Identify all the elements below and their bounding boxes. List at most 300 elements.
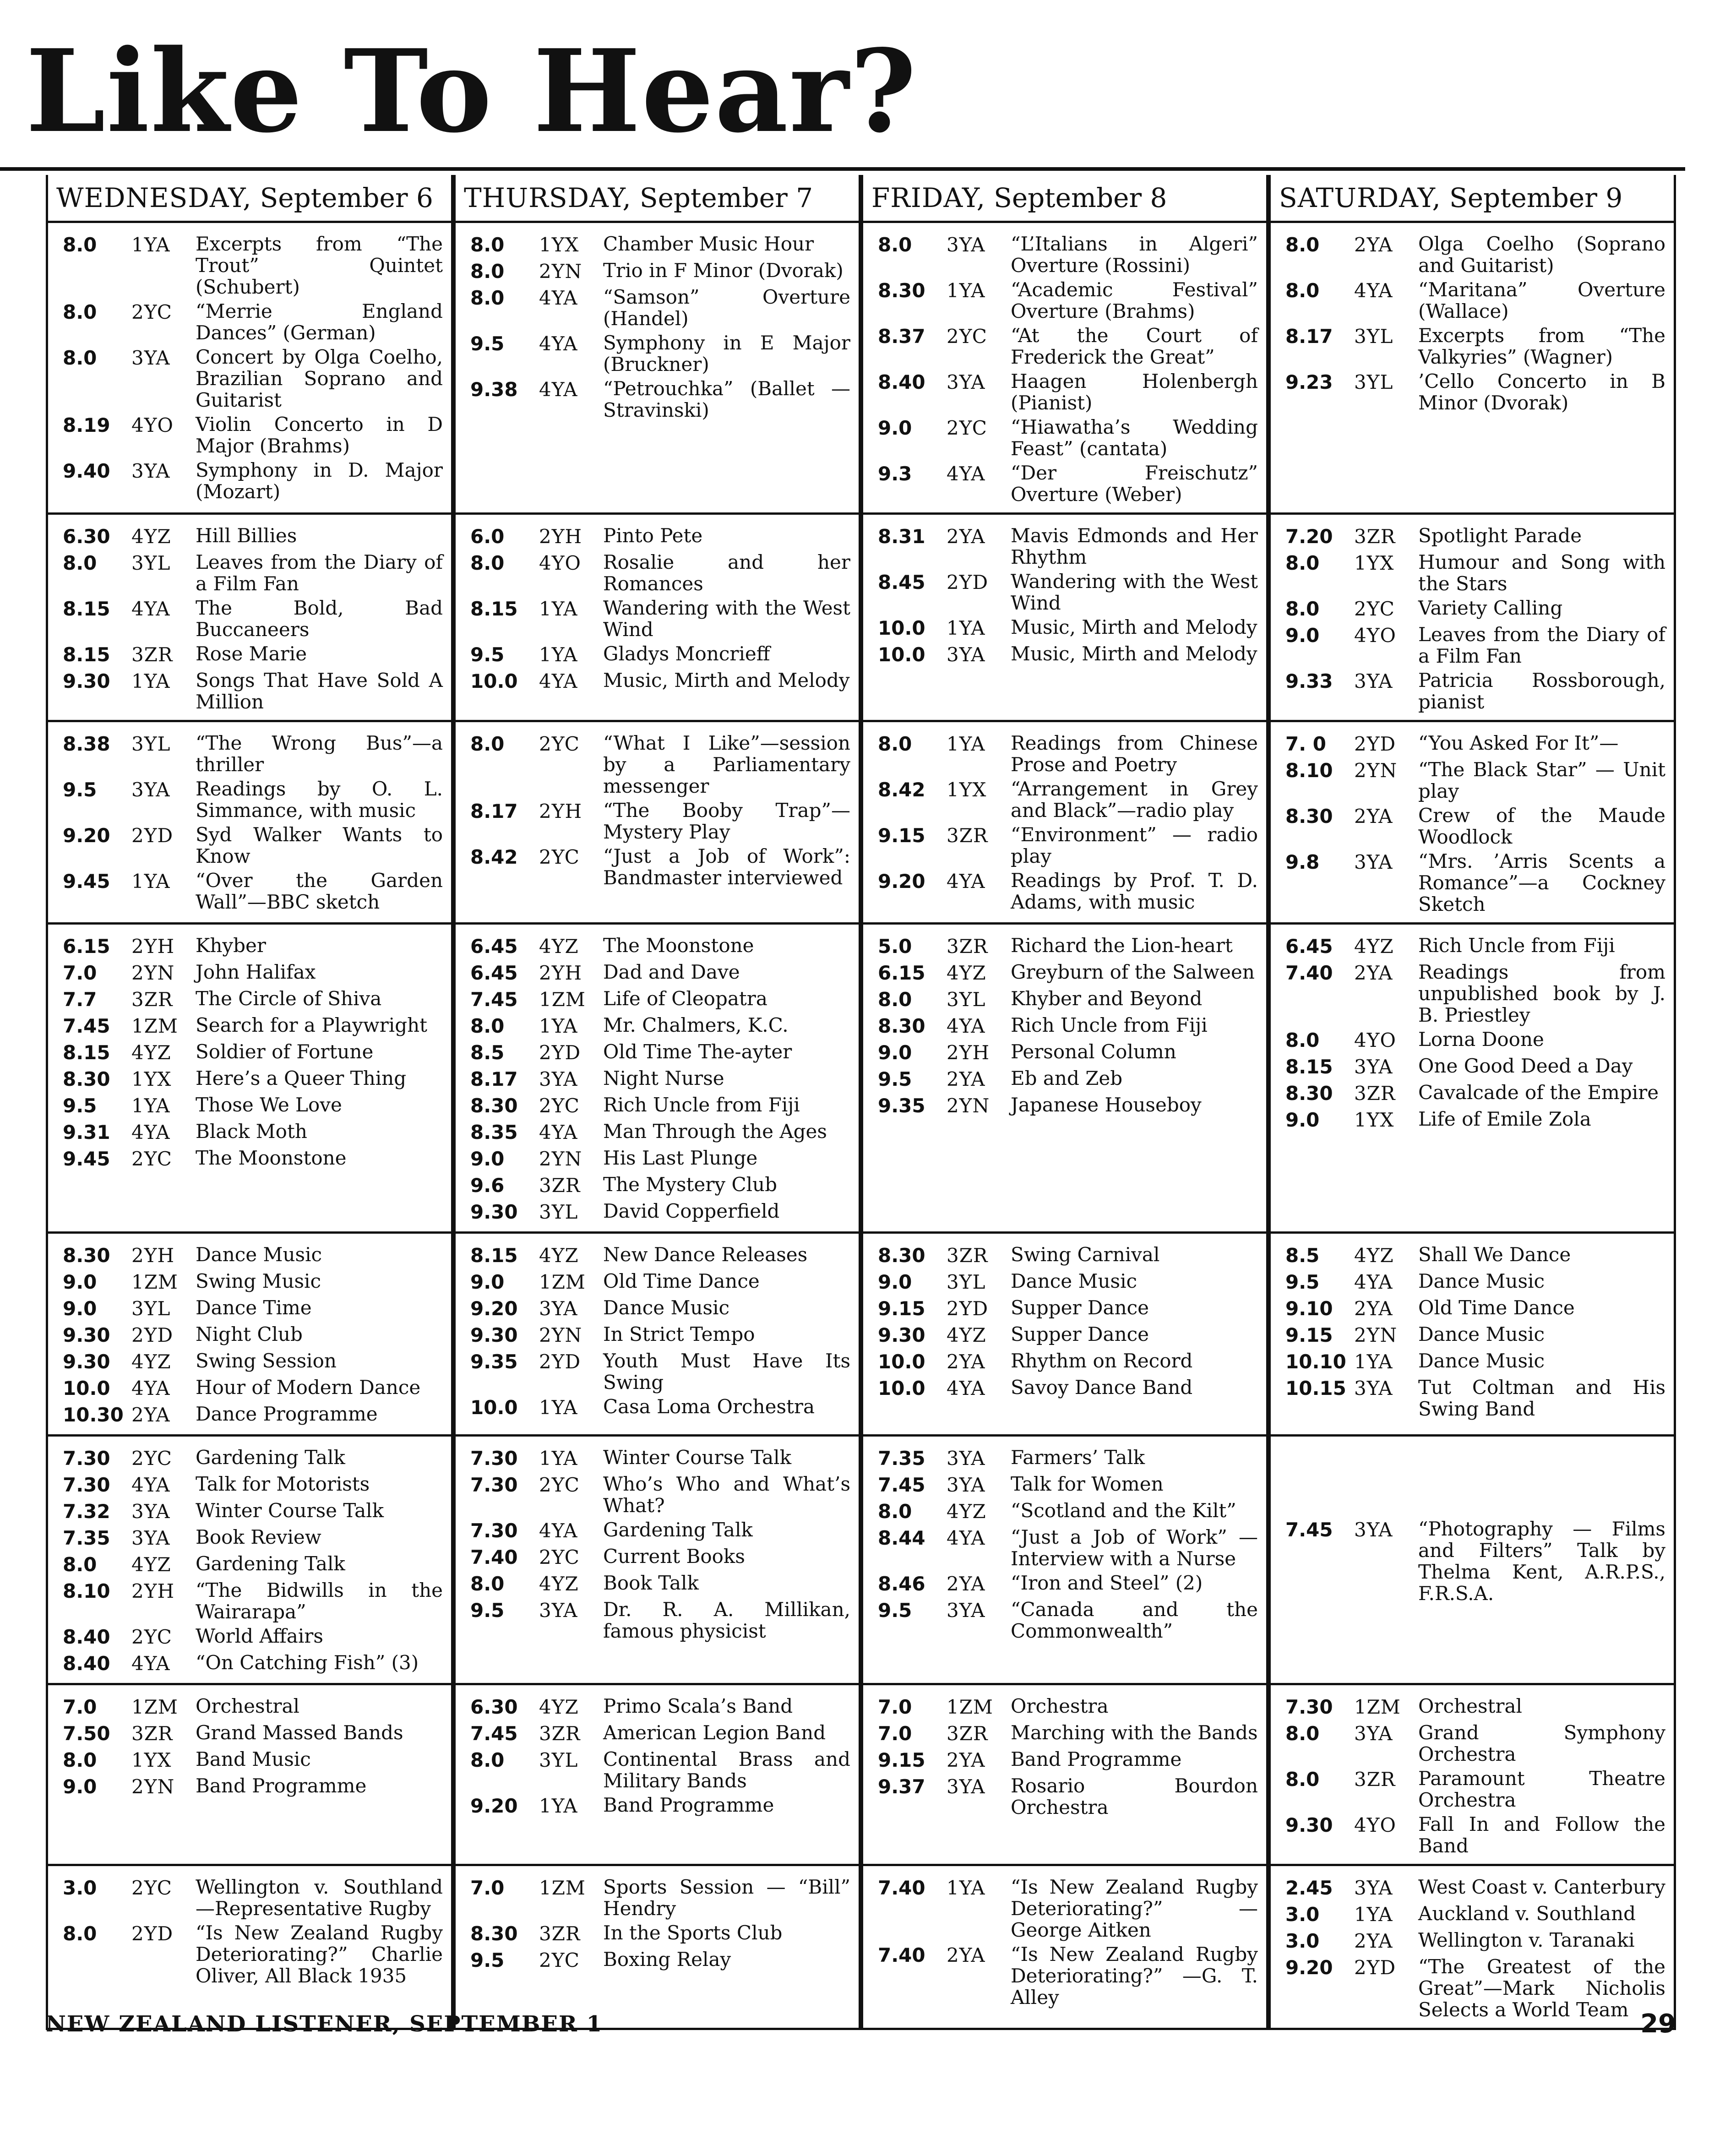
program-title: Primo Scala’s Band	[603, 1695, 793, 1717]
program-entry	[878, 325, 1258, 368]
program-time: 7.20	[1285, 525, 1333, 548]
program-entry	[1285, 1377, 1665, 1420]
schedule-grid	[46, 175, 1676, 2021]
program-time: 8.30	[63, 1068, 110, 1090]
program-time: 9.30	[63, 1350, 110, 1373]
program-title: Pinto Pete	[603, 524, 703, 547]
program-station: 4YZ	[131, 1350, 171, 1373]
program-station: 3YA	[1354, 1377, 1393, 1399]
program-entry	[470, 332, 850, 375]
program-title: Leaves from the Diary of a Film Fan	[1418, 623, 1665, 667]
program-station: 3YA	[947, 1599, 985, 1622]
schedule-cell	[1268, 1685, 1676, 1866]
program-time: 7.45	[878, 1474, 925, 1496]
program-entry	[1285, 1813, 1665, 1856]
program-entry	[63, 732, 443, 775]
program-station: 1YX	[1354, 1109, 1394, 1131]
program-title: Rich Uncle from Fiji	[1418, 934, 1615, 957]
program-station: 2YA	[947, 1944, 985, 1966]
program-title: Old Time The-ayter	[603, 1040, 792, 1063]
program-title: Book Review	[196, 1526, 321, 1548]
program-station: 4YZ	[131, 525, 171, 548]
program-title: Personal Column	[1011, 1040, 1176, 1063]
program-entry	[1285, 1323, 1665, 1347]
page-headline: Like To Hear?	[26, 25, 918, 158]
program-station: 4YA	[947, 870, 985, 893]
program-title: “Is New Zealand Rugby Deteriorating?” —George Aitken	[1011, 1876, 1258, 1941]
program-station: 4YA	[539, 670, 578, 692]
program-entry	[470, 1297, 850, 1321]
program-title: Violin Concerto in D Major (Brahms)	[196, 413, 443, 457]
program-station: 4YZ	[131, 1041, 171, 1064]
program-title: Olga Coelho (Soprano and Guitarist)	[1418, 233, 1665, 277]
schedule-cell	[1268, 925, 1676, 1234]
program-title: Gladys Moncrieff	[603, 642, 770, 665]
program-title: Farmers’ Talk	[1011, 1446, 1145, 1469]
program-entry	[63, 1876, 443, 1919]
program-time: 7.0	[878, 1696, 912, 1718]
program-title: Richard the Lion-heart	[1011, 934, 1233, 957]
program-entry	[878, 988, 1258, 1012]
program-time: 8.35	[470, 1121, 518, 1143]
program-time: 6.45	[470, 935, 518, 958]
program-entry	[63, 233, 443, 298]
program-time: 9.5	[1285, 1271, 1320, 1293]
program-time: 9.35	[470, 1350, 518, 1373]
program-title: Variety Calling	[1418, 597, 1563, 619]
program-title: Wellington v. Southland —Representative Rugby	[196, 1876, 443, 1920]
program-time: 10.0	[470, 1396, 518, 1419]
program-entry	[63, 870, 443, 913]
program-entry	[878, 1377, 1258, 1400]
program-station: 3YA	[539, 1068, 578, 1090]
program-title: “Merrie England Dances” (German)	[196, 300, 443, 344]
program-time: 8.10	[1285, 759, 1333, 782]
program-title: “On Catching Fish” (3)	[196, 1651, 419, 1674]
schedule-cell	[861, 1234, 1268, 1437]
program-time: 6.45	[470, 962, 518, 984]
program-station: 4YZ	[1354, 935, 1394, 958]
program-time: 9.0	[470, 1271, 505, 1293]
program-title: Leaves from the Diary of a Film Fan	[196, 551, 443, 595]
program-station: 4YA	[1354, 279, 1393, 302]
program-entry	[1285, 1244, 1665, 1268]
program-time: 9.37	[878, 1775, 925, 1798]
program-entry	[878, 1775, 1258, 1818]
schedule-cell	[453, 223, 861, 515]
program-time: 7.35	[63, 1527, 110, 1549]
program-time: 8.30	[1285, 805, 1333, 827]
program-entry	[63, 414, 443, 457]
program-time: 8.0	[63, 1553, 97, 1576]
program-title: Boxing Relay	[603, 1948, 731, 1971]
program-time: 8.0	[1285, 1029, 1320, 1051]
program-station: 3YA	[947, 643, 985, 666]
program-station: 1YA	[131, 670, 170, 692]
program-station: 4YO	[131, 414, 174, 436]
program-time: 2.45	[1285, 1877, 1333, 1899]
program-entry	[878, 1748, 1258, 1772]
program-time: 8.0	[63, 234, 97, 256]
program-title: “Maritana” Overture (Wallace)	[1418, 278, 1665, 322]
program-station: 4YZ	[539, 935, 579, 958]
program-entry	[878, 462, 1258, 505]
program-station: 3YL	[1354, 371, 1393, 393]
program-title: Rosalie and her Romances	[603, 551, 850, 595]
program-station: 2YD	[131, 1922, 174, 1945]
program-time: 8.15	[470, 598, 518, 620]
schedule-cell	[46, 1685, 453, 1866]
program-time: 9.0	[470, 1148, 505, 1170]
program-entry	[878, 824, 1258, 867]
program-time: 8.30	[1285, 1082, 1333, 1105]
program-entry	[63, 1350, 443, 1374]
program-station: 2YA	[1354, 962, 1393, 984]
program-station: 4YA	[1354, 1271, 1393, 1293]
program-station: 3YA	[131, 1527, 170, 1549]
day-name: FRIDAY,	[871, 182, 986, 213]
program-title: Orchestral	[196, 1695, 299, 1717]
program-time: 9.30	[63, 1324, 110, 1346]
program-entry	[63, 300, 443, 343]
program-entry	[878, 571, 1258, 614]
program-time: 9.23	[1285, 371, 1333, 393]
schedule-cell	[46, 925, 453, 1234]
program-title: Wandering with the West Wind	[603, 597, 850, 641]
program-entry	[1285, 525, 1665, 549]
program-title: Readings from unpublished book by J. B. Priestley	[1418, 961, 1665, 1026]
program-time: 9.5	[878, 1599, 912, 1622]
day-name: THURSDAY,	[464, 182, 631, 213]
program-entry	[63, 1297, 443, 1321]
program-station: 4YA	[539, 287, 578, 309]
program-title: “Arrangement in Grey and Black”—radio play	[1011, 778, 1258, 822]
program-time: 8.30	[470, 1094, 518, 1117]
program-entry	[878, 1572, 1258, 1596]
schedule-cell	[453, 1685, 861, 1866]
program-station: 4YZ	[947, 1500, 986, 1523]
program-title: Band Music	[196, 1748, 311, 1770]
program-station: 1ZM	[1354, 1696, 1401, 1718]
program-station: 2YC	[539, 1949, 580, 1971]
program-title: “Hiawatha’s Wedding Feast” (cantata)	[1011, 416, 1258, 460]
program-title: Dance Music	[1418, 1350, 1545, 1372]
program-entry	[63, 346, 443, 411]
program-station: 3YA	[131, 778, 170, 801]
program-entry	[470, 1447, 850, 1470]
program-time: 8.40	[63, 1652, 110, 1675]
program-station: 2YA	[1354, 805, 1393, 827]
program-entry	[878, 643, 1258, 667]
program-station: 1ZM	[131, 1271, 178, 1293]
program-entry	[470, 845, 850, 888]
program-station: 4YA	[539, 378, 578, 401]
program-entry	[470, 286, 850, 329]
program-title: Marching with the Bands	[1011, 1721, 1258, 1744]
program-time: 5.0	[878, 935, 912, 958]
program-station: 2YC	[947, 325, 987, 348]
schedule-cell	[46, 515, 453, 722]
schedule-cell	[861, 1437, 1268, 1685]
program-entry	[63, 1500, 443, 1524]
program-entry	[878, 1094, 1258, 1118]
program-title: Khyber	[196, 934, 266, 957]
program-title: Haagen Holenbergh (Pianist)	[1011, 370, 1258, 414]
program-time: 10.10	[1285, 1350, 1346, 1373]
program-title: Sports Session — “Bill” Hendry	[603, 1876, 850, 1920]
program-entry	[1285, 1518, 1665, 1604]
program-entry	[470, 1200, 850, 1224]
program-time: 6.45	[1285, 935, 1333, 958]
program-entry	[470, 1695, 850, 1719]
program-title: Symphony in E Major (Bruckner)	[603, 332, 850, 376]
program-station: 4YA	[947, 1527, 985, 1549]
program-title: Swing Session	[196, 1350, 337, 1372]
program-station: 2YC	[947, 417, 987, 439]
program-station: 4YO	[1354, 1029, 1396, 1051]
program-time: 9.35	[878, 1094, 925, 1117]
program-entry	[878, 870, 1258, 913]
program-entry	[63, 988, 443, 1012]
schedule-cell	[453, 1437, 861, 1685]
program-station: 1YA	[947, 617, 985, 639]
program-entry	[878, 1350, 1258, 1374]
program-title: In the Sports Club	[603, 1922, 783, 1944]
program-station: 3YA	[947, 1775, 985, 1798]
program-station: 2YC	[131, 1148, 172, 1170]
program-title: Band Programme	[196, 1775, 367, 1797]
program-entry	[470, 1572, 850, 1596]
program-time: 8.30	[878, 1244, 925, 1267]
program-station: 3YA	[1354, 670, 1393, 692]
program-title: “Environment” — radio play	[1011, 823, 1258, 867]
day-name: SATURDAY,	[1279, 182, 1441, 213]
program-time: 9.30	[470, 1201, 518, 1223]
program-time: 6.0	[470, 525, 505, 548]
program-title: “Just a Job of Work” — Interview with a Nurse	[1011, 1526, 1258, 1570]
program-time: 7.45	[63, 1015, 110, 1037]
program-title: Rhythm on Record	[1011, 1350, 1193, 1372]
program-time: 8.0	[470, 1749, 505, 1771]
program-entry	[63, 1748, 443, 1772]
program-entry	[1285, 1108, 1665, 1132]
program-station: 1YX	[1354, 552, 1394, 574]
program-station: 2YD	[131, 824, 174, 847]
program-time: 8.30	[878, 1015, 925, 1037]
program-title: Wellington v. Taranaki	[1418, 1929, 1635, 1951]
program-station: 3ZR	[947, 935, 988, 958]
program-time: 9.5	[878, 1068, 912, 1090]
program-entry	[470, 551, 850, 594]
program-station: 2YD	[1354, 1956, 1396, 1979]
program-entry	[878, 1014, 1258, 1038]
program-station: 2YD	[131, 1324, 174, 1346]
program-title: Excerpts from “The Trout” Quintet (Schubert)	[196, 233, 443, 298]
program-entry	[1285, 279, 1665, 322]
schedule-cell	[861, 223, 1268, 515]
program-time: 8.0	[470, 287, 505, 309]
program-station: 4YA	[131, 1377, 170, 1399]
program-time: 9.6	[470, 1174, 505, 1197]
program-time: 8.0	[470, 552, 505, 574]
program-entry	[878, 1297, 1258, 1321]
program-entry	[1285, 1929, 1665, 1953]
program-entry	[878, 1067, 1258, 1091]
program-time: 8.15	[1285, 1056, 1333, 1078]
program-time: 8.0	[470, 733, 505, 755]
program-station: 4YA	[131, 598, 170, 620]
program-time: 8.45	[878, 571, 925, 593]
program-title: Swing Carnival	[1011, 1243, 1160, 1266]
program-time: 9.20	[878, 870, 925, 893]
program-station: 4YA	[131, 1474, 170, 1496]
program-station: 4YZ	[1354, 1244, 1394, 1267]
program-title: Life of Emile Zola	[1418, 1108, 1591, 1130]
program-time: 9.45	[63, 870, 110, 893]
program-title: “The Bidwills in the Wairarapa”	[196, 1579, 443, 1623]
program-entry	[470, 800, 850, 843]
schedule-cell	[453, 722, 861, 925]
program-time: 10.0	[470, 670, 518, 692]
schedule-cell	[1268, 1234, 1676, 1437]
program-title: Songs That Have Sold A Million	[196, 669, 443, 713]
program-station: 4YZ	[947, 1324, 986, 1346]
program-entry	[1285, 1695, 1665, 1719]
program-title: Syd Walker Wants to Know	[196, 823, 443, 867]
program-station: 4YZ	[131, 1553, 171, 1576]
program-title: “Iron and Steel” (2)	[1011, 1572, 1203, 1594]
program-title: Band Programme	[1011, 1748, 1182, 1770]
program-title: “The Black Star” — Unit play	[1418, 758, 1665, 802]
program-station: 2YC	[539, 1094, 580, 1117]
program-entry	[470, 525, 850, 549]
program-entry	[1285, 1876, 1665, 1900]
program-station: 2YH	[131, 935, 175, 958]
program-entry	[63, 1067, 443, 1091]
program-title: American Legion Band	[603, 1721, 826, 1744]
program-station: 3YA	[131, 347, 170, 369]
program-time: 9.0	[1285, 1109, 1320, 1131]
program-entry	[1285, 1082, 1665, 1105]
program-title: The Moonstone	[603, 934, 754, 957]
program-station: 2YA	[947, 525, 985, 548]
program-entry	[63, 1625, 443, 1649]
program-time: 7.30	[1285, 1696, 1333, 1718]
program-title: Talk for Motorists	[196, 1473, 370, 1495]
program-time: 9.0	[1285, 624, 1320, 647]
program-time: 8.40	[63, 1626, 110, 1648]
program-entry	[878, 935, 1258, 958]
program-title: “L’Italians in Algeri” Overture (Rossini)	[1011, 233, 1258, 277]
program-entry	[63, 1121, 443, 1144]
program-time: 8.15	[470, 1244, 518, 1267]
program-station: 2YA	[947, 1068, 985, 1090]
program-title: Old Time Dance	[1418, 1296, 1575, 1319]
schedule-cell	[46, 1866, 453, 2030]
program-time: 10.0	[878, 617, 925, 639]
program-title: In Strict Tempo	[603, 1323, 755, 1345]
program-time: 7.0	[470, 1877, 505, 1899]
program-entry	[470, 1876, 850, 1919]
program-time: 7.35	[878, 1447, 925, 1470]
program-station: 4YA	[539, 332, 578, 355]
program-station: 4YZ	[947, 962, 986, 984]
program-title: The Bold, Bad Buccaneers	[196, 597, 443, 641]
program-time: 9.20	[63, 824, 110, 847]
program-title: Symphony in D. Major (Mozart)	[196, 459, 443, 503]
program-entry	[1285, 1768, 1665, 1811]
program-title: Who’s Who and What’s What?	[603, 1473, 850, 1517]
program-station: 3YA	[539, 1599, 578, 1622]
program-title: Dance Music	[1011, 1270, 1137, 1292]
program-time: 6.30	[470, 1696, 518, 1718]
day-date: September 7	[639, 182, 813, 213]
program-station: 2YC	[131, 1447, 172, 1470]
program-station: 2YN	[947, 1094, 990, 1117]
program-title: Spotlight Parade	[1418, 524, 1582, 547]
program-time: 9.5	[470, 1599, 505, 1622]
program-title: Excerpts from “The Valkyries” (Wagner)	[1418, 324, 1665, 368]
program-time: 10.0	[878, 1377, 925, 1399]
program-entry	[878, 1876, 1258, 1941]
program-station: 2YC	[131, 1626, 172, 1648]
program-time: 9.5	[470, 332, 505, 355]
program-entry	[63, 551, 443, 594]
program-entry	[470, 1121, 850, 1144]
program-title: Continental Brass and Military Bands	[603, 1748, 850, 1792]
program-time: 9.3	[878, 463, 912, 485]
program-title: Orchestra	[1011, 1695, 1109, 1717]
program-station: 2YH	[131, 1244, 175, 1267]
program-station: 3ZR	[539, 1922, 581, 1945]
program-time: 3.0	[1285, 1903, 1320, 1926]
program-entry	[63, 670, 443, 713]
program-entry	[1285, 1722, 1665, 1765]
program-title: “You Asked For It”—	[1418, 732, 1619, 754]
program-title: Winter Course Talk	[603, 1446, 792, 1469]
program-station: 3YL	[539, 1749, 578, 1771]
program-title: One Good Deed a Day	[1418, 1055, 1633, 1077]
program-time: 7.45	[470, 988, 518, 1011]
program-entry	[470, 1067, 850, 1091]
program-title: “Scotland and the Kilt”	[1011, 1499, 1236, 1522]
program-time: 9.33	[1285, 670, 1333, 692]
program-time: 9.30	[878, 1324, 925, 1346]
program-entry	[63, 1447, 443, 1470]
program-time: 8.0	[470, 234, 505, 256]
program-station: 3YA	[947, 234, 985, 256]
program-entry	[63, 459, 443, 502]
program-time: 8.0	[470, 1015, 505, 1037]
program-station: 4YA	[539, 1519, 578, 1542]
program-entry	[63, 1473, 443, 1497]
program-time: 7.32	[63, 1500, 110, 1523]
program-time: 8.0	[470, 260, 505, 283]
schedule-cell	[1268, 1437, 1676, 1685]
program-entry	[470, 988, 850, 1012]
program-station: 1ZM	[947, 1696, 993, 1718]
program-title: Trio in F Minor (Dvorak)	[603, 259, 844, 282]
program-station: 1YA	[1354, 1350, 1393, 1373]
program-time: 8.40	[878, 371, 925, 393]
program-entry	[470, 1473, 850, 1516]
program-title: World Affairs	[196, 1625, 323, 1647]
program-station: 1YA	[539, 1015, 578, 1037]
program-title: “Samson” Overture (Handel)	[603, 286, 850, 330]
program-time: 9.0	[878, 1271, 912, 1293]
program-entry	[1285, 370, 1665, 414]
program-title: Those We Love	[196, 1094, 342, 1116]
